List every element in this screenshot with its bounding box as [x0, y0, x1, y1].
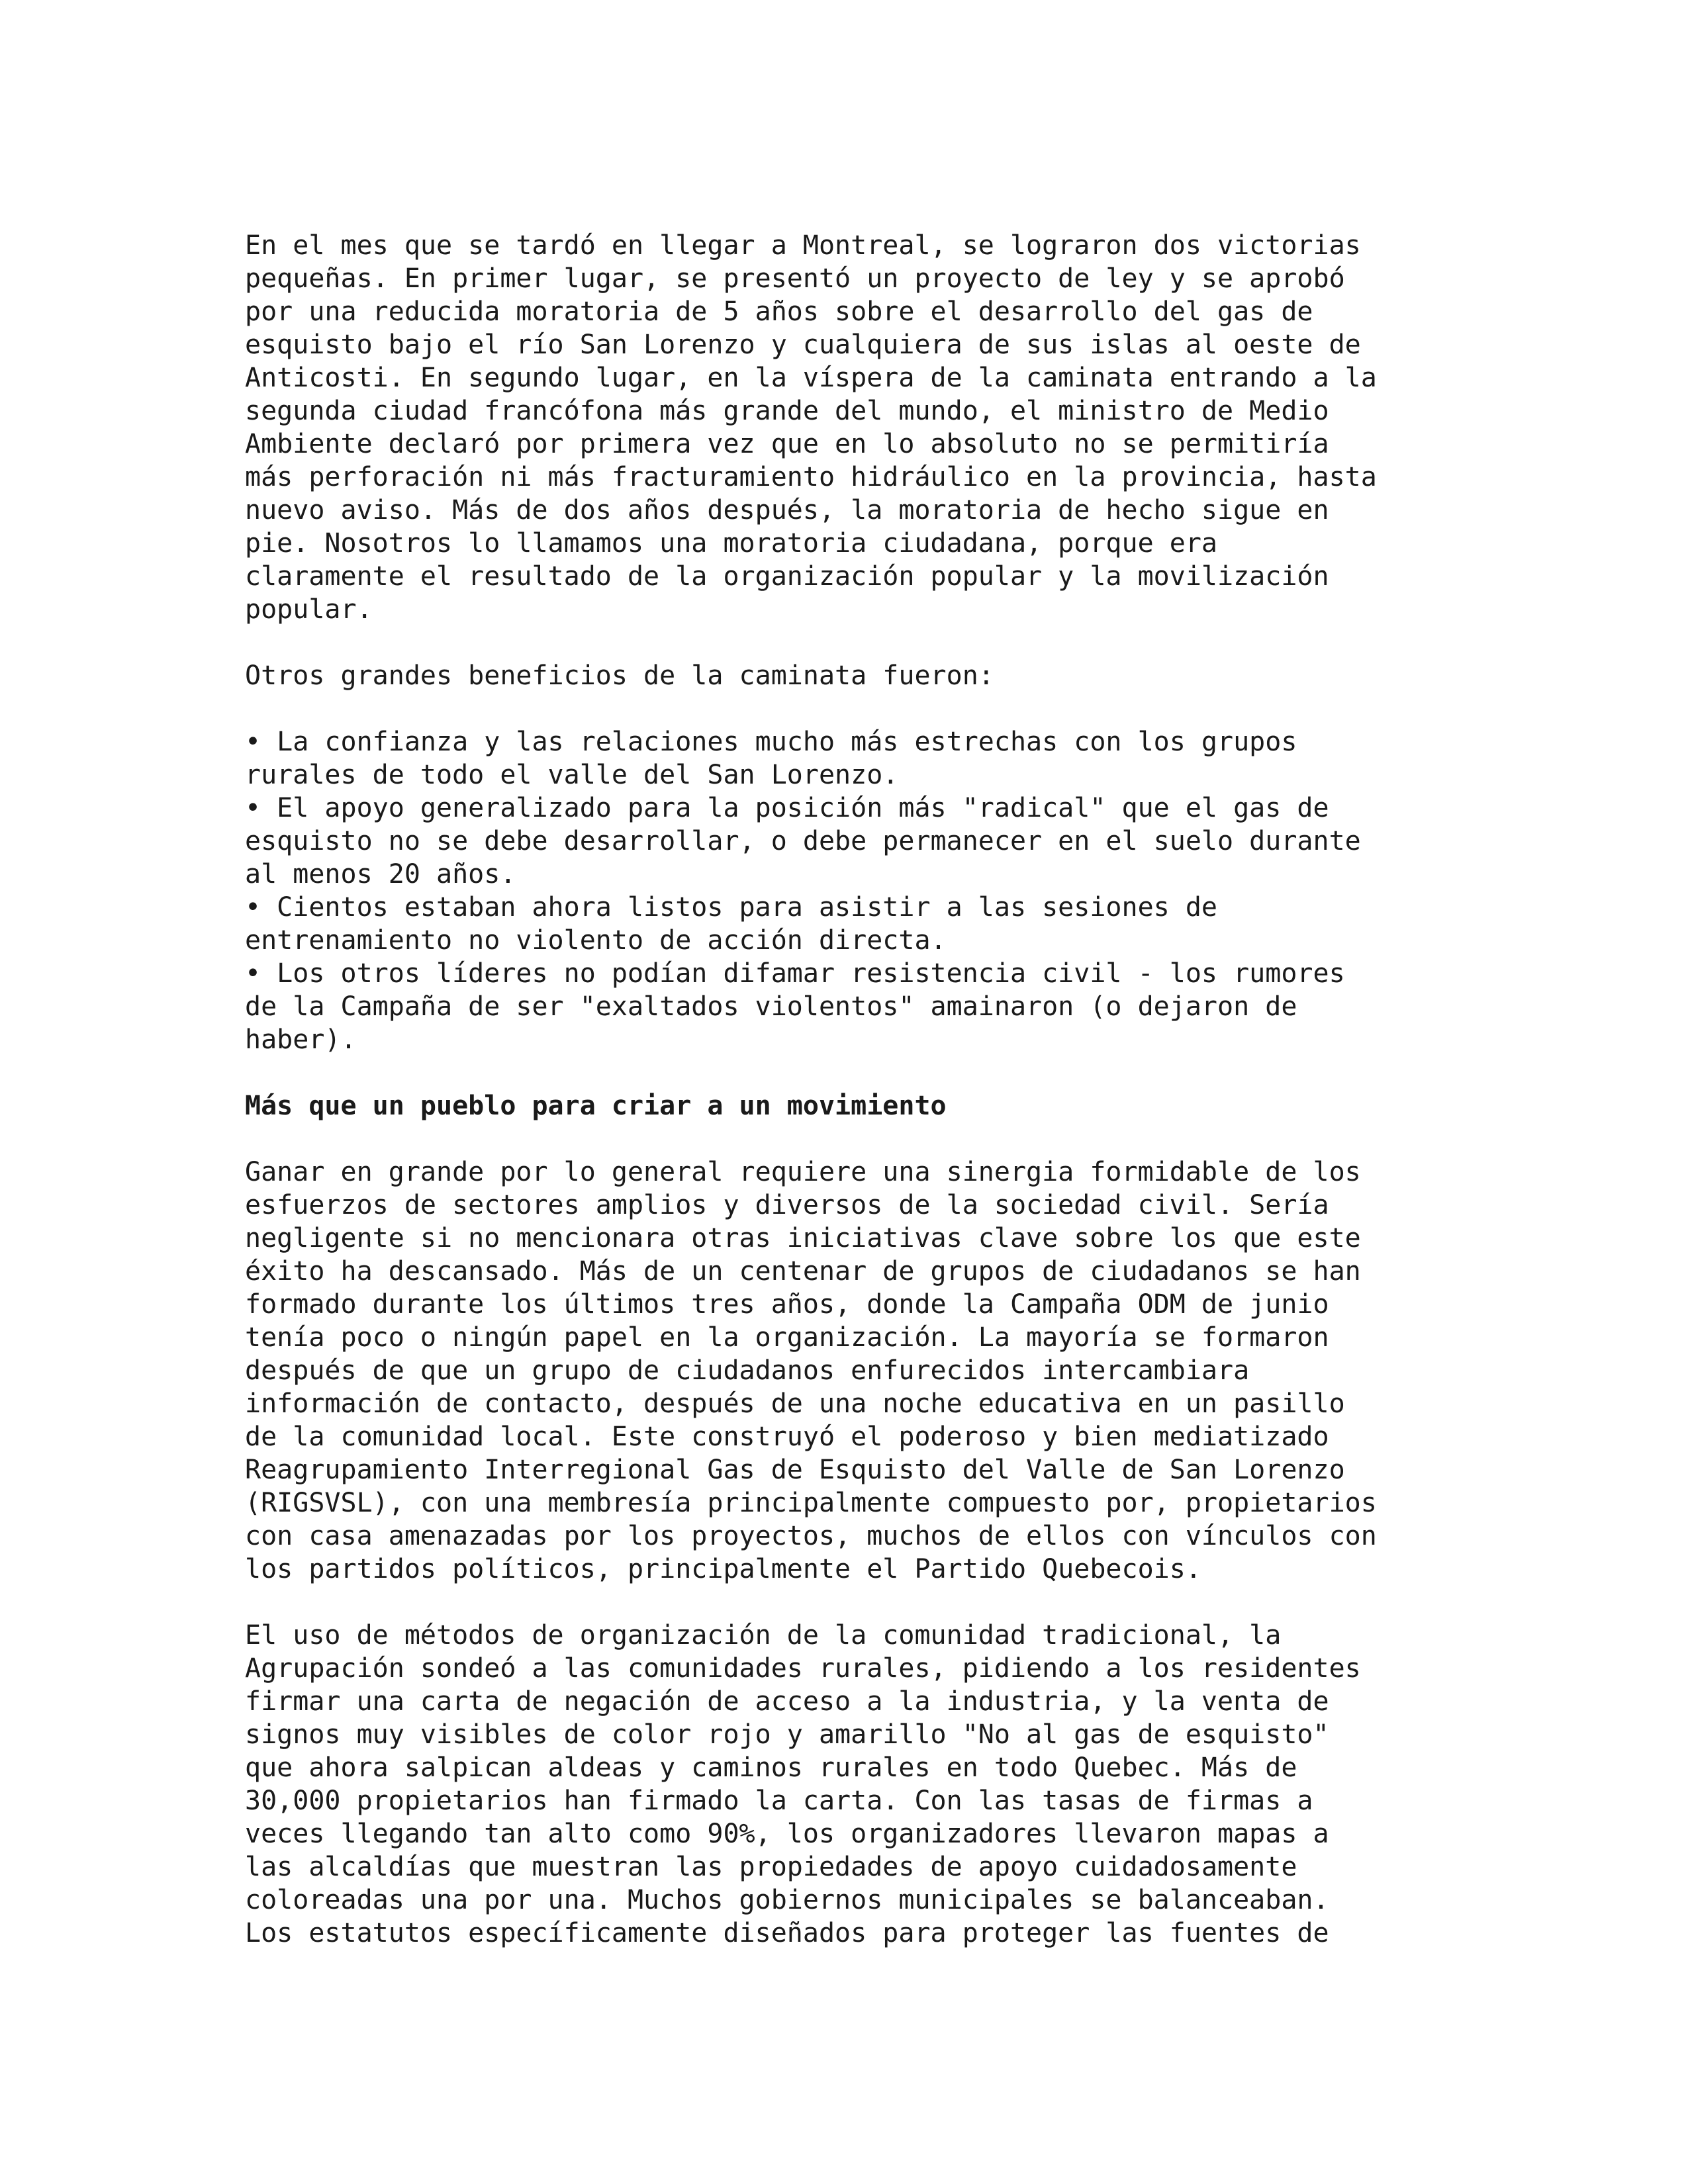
- text-line: pie. Nosotros lo llamamos una moratoria ciudadana, porque era: [245, 528, 1218, 559]
- spacer: [245, 626, 1569, 659]
- text-line: más perforación ni más fracturamiento hidráulico en la provincia, hasta: [245, 462, 1377, 492]
- text-line: tenía poco o ningún papel en la organización. La mayoría se formaron: [245, 1322, 1329, 1353]
- text-line: popular.: [245, 594, 373, 625]
- text-line: negligente si no mencionara otras iniciativas clave sobre los que este: [245, 1223, 1361, 1253]
- list-item: • La confianza y las relaciones mucho más estrechas con los grupos: [245, 727, 1297, 757]
- paragraph-moratoria: [245, 229, 1569, 626]
- list-item: al menos 20 años.: [245, 859, 516, 889]
- text-line: Ambiente declaró por primera vez que en lo absoluto no se permitiría: [245, 429, 1329, 459]
- list-item: • Cientos estaban ahora listos para asistir a las sesiones de: [245, 892, 1218, 923]
- text-line: claramente el resultado de la organización popular y la movilización: [245, 561, 1329, 592]
- spacer: [245, 1122, 1569, 1156]
- text-line: información de contacto, después de una noche educativa en un pasillo: [245, 1388, 1345, 1419]
- text-line: pequeñas. En primer lugar, se presentó un proyecto de ley y se aprobó: [245, 263, 1345, 294]
- list-item: entrenamiento no violento de acción directa.: [245, 925, 947, 956]
- text-line: coloreadas una por una. Muchos gobiernos municipales se balanceaban.: [245, 1885, 1329, 1915]
- document-page: [245, 229, 1569, 1950]
- text-line: esquisto bajo el río San Lorenzo y cualquiera de sus islas al oeste de: [245, 330, 1361, 360]
- list-item: • Los otros líderes no podían difamar resistencia civil - los rumores: [245, 958, 1345, 989]
- list-item: de la Campaña de ser "exaltados violentos" amainaron (o dejaron de: [245, 991, 1297, 1022]
- text-line: veces llegando tan alto como 90%, los organizadores llevaron mapas a: [245, 1819, 1329, 1849]
- text-line: signos muy visibles de color rojo y amarillo "No al gas de esquisto": [245, 1719, 1329, 1750]
- text-line: que ahora salpican aldeas y caminos rurales en todo Quebec. Más de: [245, 1752, 1297, 1783]
- text-line: segunda ciudad francófona más grande del mundo, el ministro de Medio: [245, 396, 1329, 426]
- text-line: Agrupación sondeó a las comunidades rurales, pidiendo a los residentes: [245, 1653, 1361, 1684]
- benefits-list: [245, 725, 1569, 1056]
- text-line: esfuerzos de sectores amplios y diversos de la sociedad civil. Sería: [245, 1190, 1329, 1220]
- spacer: [245, 692, 1569, 725]
- text-line: Anticosti. En segundo lugar, en la víspera de la caminata entrando a la: [245, 363, 1377, 393]
- list-item: esquisto no se debe desarrollar, o debe permanecer en el suelo durante: [245, 826, 1361, 856]
- text-line: éxito ha descansado. Más de un centenar de grupos de ciudadanos se han: [245, 1256, 1361, 1287]
- text-line: Reagrupamiento Interregional Gas de Esquisto del Valle de San Lorenzo: [245, 1455, 1345, 1485]
- spacer: [245, 1586, 1569, 1619]
- text-line: de la comunidad local. Este construyó el poderoso y bien mediatizado: [245, 1422, 1329, 1452]
- text-line: 30,000 propietarios han firmado la carta. Con las tasas de firmas a: [245, 1786, 1313, 1816]
- text-line: (RIGSVSL), con una membresía principalmente compuesto por, propietarios: [245, 1488, 1377, 1518]
- benefits-intro: Otros grandes beneficios de la caminata fueron:: [245, 660, 994, 691]
- text-line: las alcaldías que muestran las propiedades de apoyo cuidadosamente: [245, 1852, 1297, 1882]
- list-item: • El apoyo generalizado para la posición más "radical" que el gas de: [245, 793, 1329, 823]
- text-line: Los estatutos específicamente diseñados para proteger las fuentes de: [245, 1918, 1329, 1948]
- text-line: por una reducida moratoria de 5 años sobre el desarrollo del gas de: [245, 296, 1313, 327]
- section-heading: Más que un pueblo para criar a un movimiento: [245, 1091, 947, 1121]
- list-item: haber).: [245, 1024, 357, 1055]
- text-line: formado durante los últimos tres años, donde la Campaña ODM de junio: [245, 1289, 1329, 1320]
- text-line: El uso de métodos de organización de la comunidad tradicional, la: [245, 1620, 1282, 1651]
- text-line: los partidos políticos, principalmente el Partido Quebecois.: [245, 1554, 1201, 1584]
- text-line: con casa amenazadas por los proyectos, muchos de ellos con vínculos con: [245, 1521, 1377, 1551]
- paragraph-organizing: [245, 1619, 1569, 1950]
- paragraph-synergy: [245, 1156, 1569, 1586]
- text-line: firmar una carta de negación de acceso a la industria, y la venta de: [245, 1686, 1329, 1717]
- text-line: Ganar en grande por lo general requiere una sinergia formidable de los: [245, 1157, 1361, 1187]
- list-item: rurales de todo el valle del San Lorenzo.: [245, 760, 899, 790]
- text-line: En el mes que se tardó en llegar a Montreal, se lograron dos victorias: [245, 230, 1361, 261]
- spacer: [245, 1056, 1569, 1089]
- text-line: después de que un grupo de ciudadanos enfurecidos intercambiara: [245, 1355, 1250, 1386]
- text-line: nuevo aviso. Más de dos años después, la moratoria de hecho sigue en: [245, 495, 1329, 525]
